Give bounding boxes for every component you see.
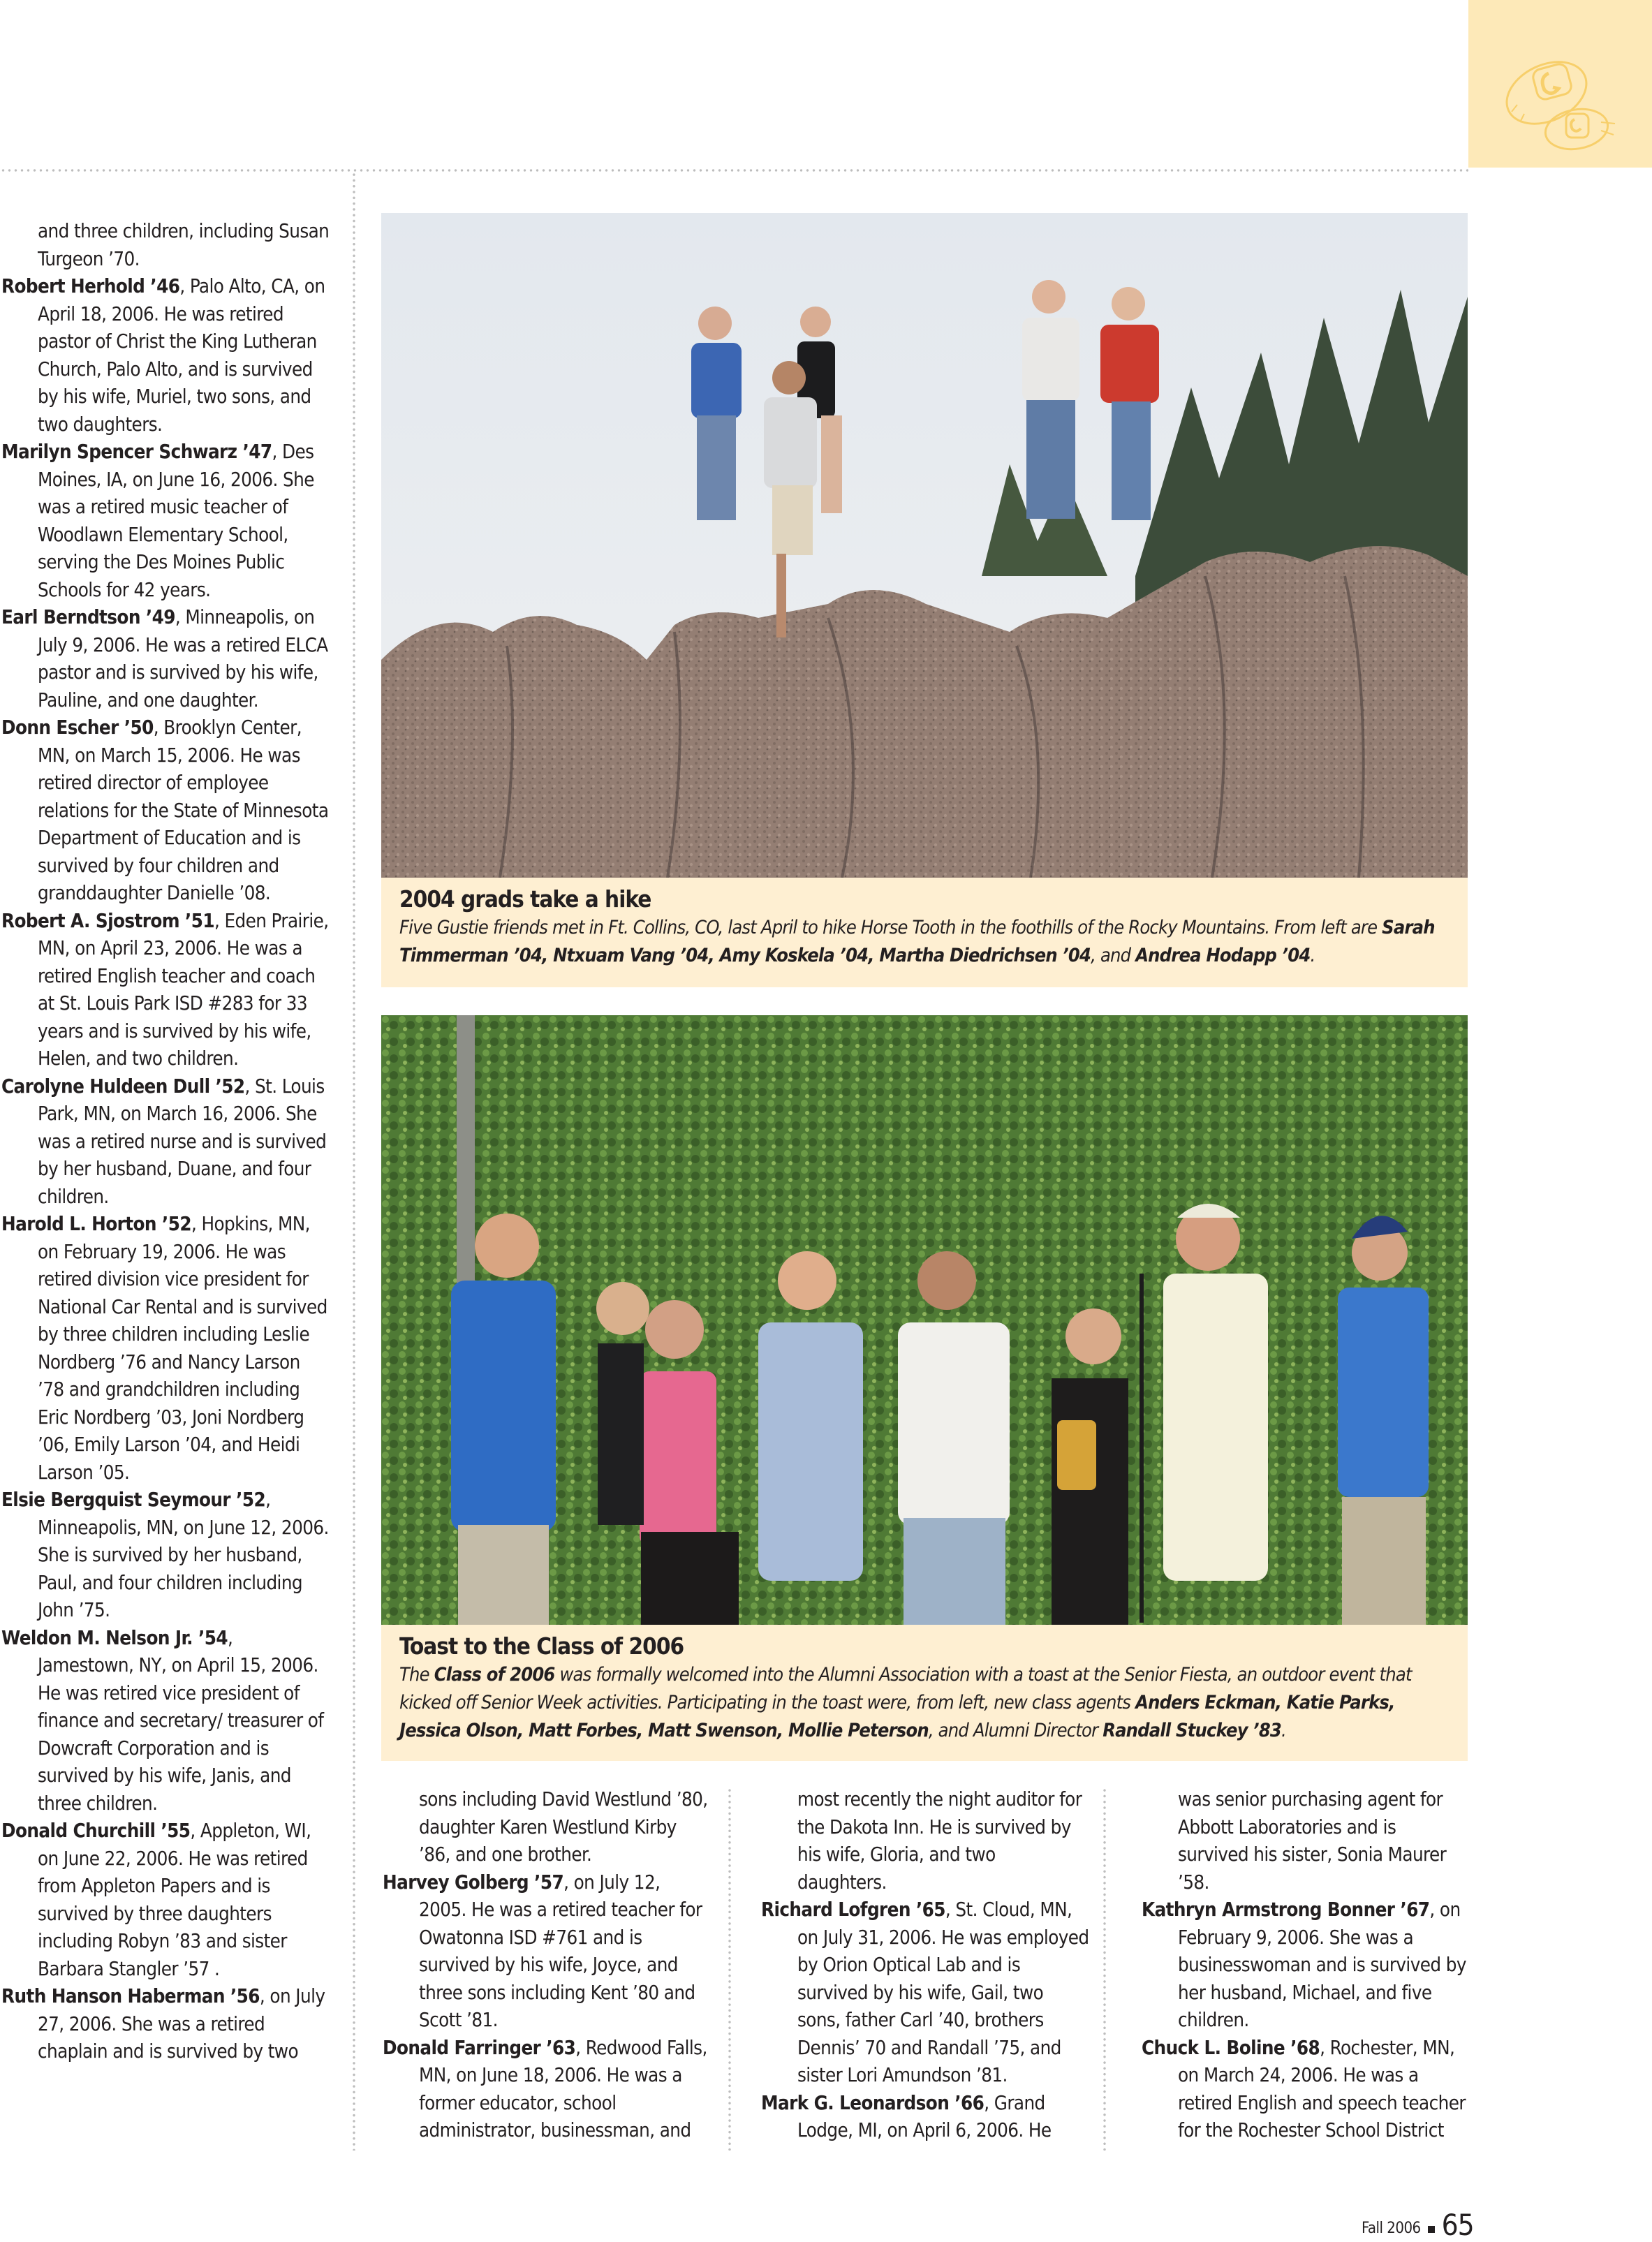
obituary-name: Ruth Hanson Haberman ’56 <box>1 1985 260 2007</box>
obituary-text: , Des Moines, IA, on June 16, 2006. She was a retired music teacher of Woodlawn Elementary School, serving the Des Moines Public Schools for 42 years. <box>38 441 314 601</box>
caption-body <box>399 1661 1448 1745</box>
obituary-text: , Redwood Falls, MN, on June 18, 2006. He was a former educator, school administrator, businessman, and <box>419 2036 707 2141</box>
obituary-text: , Appleton, WI, on June 22, 2006. He was retired from Appleton Papers and is survived by three daughters including Robyn ’83 and sister Barbara Stangler ’57 . <box>38 1820 311 1980</box>
obituary-name: Robert Herhold ’46 <box>1 275 180 297</box>
page-footer <box>1362 2206 1474 2240</box>
obituary-entry <box>1 1487 330 1625</box>
obituary-text: , on February 9, 2006. She was a businesswoman and is survived by her husband, Michael, and five children. <box>1178 1898 1466 2031</box>
obituary-name: Robert A. Sjostrom ’51 <box>1 909 214 932</box>
obituary-entry <box>761 1896 1089 2090</box>
obituary-text: was senior purchasing agent for Abbott Laboratories and is survived his sister, Sonia Maurer ’58. <box>1178 1788 1447 1894</box>
obituary-name: Harvey Golberg ’57 <box>383 1871 564 1894</box>
caption-name-highlight: Randall Stuckey ’83 <box>1102 1720 1282 1741</box>
obituary-text: , Grand Lodge, MI, on April 6, 2006. He <box>797 2091 1052 2141</box>
photo-hike <box>381 213 1468 878</box>
column-divider-2 <box>728 1787 731 2151</box>
hike-photo-image <box>381 213 1468 878</box>
obituary-entry <box>1 604 330 714</box>
top-divider <box>0 169 1468 172</box>
obituary-text: , Brooklyn Center, MN, on March 15, 2006. He was retired director of employee relations for the State of Minnesota Department of Education and is survived by four children and granddaughter Danielle ’08. <box>38 716 329 904</box>
column-divider-main <box>353 172 355 2151</box>
obituary-text: , Eden Prairie, MN, on April 23, 2006. He was a retired English teacher and coach at St. Louis Park ISD #283 for 33 years and is survived by his wife, Helen, and two children. <box>38 909 329 1070</box>
obituary-text: and three children, including Susan Turgeon ’70. <box>38 220 330 270</box>
caption-body <box>399 914 1448 970</box>
caption-name-highlight: Sarah Timmerman ’04, Ntxuam Vang ’04, Amy Koskela ’04, Martha Diedrichsen ’04 <box>399 917 1435 966</box>
obituary-entry <box>1 1211 330 1487</box>
obituary-entry <box>383 2035 711 2145</box>
caption-name-highlight: Anders Eckman, Katie Parks, Jessica Olson, Matt Forbes, Matt Swenson, Mollie Peterson <box>399 1692 1395 1741</box>
obituary-text: , St. Louis Park, MN, on March 16, 2006. She was a retired nurse and is survived by her husband, Duane, and four children. <box>38 1075 327 1208</box>
obituary-column-3 <box>761 1786 1089 2145</box>
obituary-continuation <box>761 1786 1089 1896</box>
obituary-text: , Minneapolis, on July 9, 2006. He was a retired ELCA pastor and is survived by his wife, Pauline, and one daughter. <box>38 606 328 711</box>
obituary-text: , Rochester, MN, on March 24, 2006. He was a retired English and speech teacher for the Rochester School District <box>1178 2036 1466 2141</box>
obituary-entry <box>1 438 330 604</box>
obituary-entry <box>1 1073 330 1211</box>
issue-label: Fall 2006 <box>1362 2220 1421 2237</box>
obituary-name: Donn Escher ’50 <box>1 716 154 739</box>
obituary-name: Earl Berndtson ’49 <box>1 606 175 628</box>
caption-text: . <box>1310 945 1315 966</box>
obituary-name: Donald Farringer ’63 <box>383 2036 576 2059</box>
obituary-entry <box>1 1625 330 1818</box>
obituary-text: , Palo Alto, CA, on April 18, 2006. He was retired pastor of Christ the King Lutheran Church, Palo Alto, and is survived by his wife, Muriel, two sons, and two daughters. <box>38 275 325 436</box>
caption-name-highlight: Andrea Hodapp ’04 <box>1135 945 1311 966</box>
photo-hike-caption <box>381 878 1468 987</box>
obituary-text: most recently the night auditor for the Dakota Inn. He is survived by his wife, Gloria, and two daughters. <box>797 1788 1082 1894</box>
caption-text: , and <box>1091 945 1136 966</box>
corner-tab <box>1468 0 1652 168</box>
caption-name-highlight: Class of 2006 <box>434 1664 555 1686</box>
bullet-square-icon <box>1428 2226 1435 2233</box>
obituary-entry <box>1142 2035 1470 2145</box>
obituary-name: Harold L. Horton ’52 <box>1 1213 191 1235</box>
obituary-continuation <box>383 1786 711 1869</box>
obituary-name: Weldon M. Nelson Jr. ’54 <box>1 1626 228 1649</box>
column-divider-3 <box>1103 1787 1106 2151</box>
obituary-name: Marilyn Spencer Schwarz ’47 <box>1 441 272 463</box>
caption-text: The <box>399 1664 434 1686</box>
caption-text: , and Alumni Director <box>928 1720 1103 1741</box>
caption-text: was formally welcomed into the Alumni Association with a toast at the Senior Fiesta, an outdoor event that kicked off Senior Week activities. Participating in the toast were, from left, new class agents <box>399 1664 1412 1713</box>
obituary-column-4 <box>1142 1786 1470 2145</box>
obituary-name: Kathryn Armstrong Bonner ’67 <box>1142 1898 1430 1921</box>
caption-text: . <box>1281 1720 1286 1741</box>
toast-photo-image <box>381 1015 1468 1625</box>
obituary-continuation <box>1 218 330 273</box>
obituary-column-1 <box>1 218 330 2066</box>
obituary-text: , Hopkins, MN, on February 19, 2006. He was retired division vice president for National Car Rental and is survived by three children including Leslie Nordberg ’76 and Nancy Larson ’78 and grandchildren including Eric Nordberg ’03, Joni Nordberg ’06, Emily Larson ’04, and Heidi Larson ’05. <box>38 1213 327 1484</box>
caption-text: Five Gustie friends met in Ft. Collins, CO, last April to hike Horse Tooth in the foothills of the Rocky Mountains. From left are <box>399 917 1382 938</box>
obituary-name: Richard Lofgren ’65 <box>761 1898 945 1921</box>
caption-title: Toast to the Class of 2006 <box>399 1632 684 1660</box>
obituary-entry <box>1 714 330 908</box>
photo-toast-caption <box>381 1625 1468 1761</box>
obituary-column-2 <box>383 1786 711 2145</box>
obituary-entry <box>1 273 330 438</box>
obituary-name: Chuck L. Boline ’68 <box>1142 2036 1320 2059</box>
obituary-entry <box>1 1817 330 1983</box>
obituary-entry <box>761 2090 1089 2145</box>
obituary-text: , on July 27, 2006. She was a retired chaplain and is survived by two <box>38 1985 325 2063</box>
obituary-continuation <box>1142 1786 1470 1896</box>
obituary-entry <box>1142 1896 1470 2035</box>
obituary-text: , Jamestown, NY, on April 15, 2006. He was retired vice president of finance and secretary/ treasurer of Dowcraft Corporation and is survived by his wife, Janis, and three children. <box>38 1626 324 1815</box>
obituary-entry <box>1 1983 330 2066</box>
obituary-entry <box>1 908 330 1073</box>
page-number: 65 <box>1441 2208 1474 2242</box>
obituary-name: Mark G. Leonardson ’66 <box>761 2091 984 2114</box>
obituary-name: Donald Churchill ’55 <box>1 1820 191 1842</box>
obituary-text: , Minneapolis, MN, on June 12, 2006. She is survived by her husband, Paul, and four children including John ’75. <box>38 1489 329 1621</box>
obituary-text: , on July 12, 2005. He was a retired teacher for Owatonna ISD #761 and is survived by his wife, Joyce, and three sons including Kent ’80 and Scott ’81. <box>419 1871 702 2031</box>
class-rings-illustration-icon <box>1496 38 1629 157</box>
caption-title: 2004 grads take a hike <box>399 885 651 913</box>
obituary-name: Elsie Bergquist Seymour ’52 <box>1 1489 266 1511</box>
obituary-name: Carolyne Huldeen Dull ’52 <box>1 1075 245 1098</box>
obituary-entry <box>383 1869 711 2035</box>
photo-toast <box>381 1015 1468 1625</box>
obituary-text: sons including David Westlund ’80, daughter Karen Westlund Kirby ’86, and one brother. <box>419 1788 708 1866</box>
obituary-text: , St. Cloud, MN, on July 31, 2006. He was employed by Orion Optical Lab and is survived by his wife, Gail, two sons, father Carl ’40, brothers Dennis’ 70 and Randall ’75, and sister Lori Amundson ’81. <box>797 1898 1089 2086</box>
